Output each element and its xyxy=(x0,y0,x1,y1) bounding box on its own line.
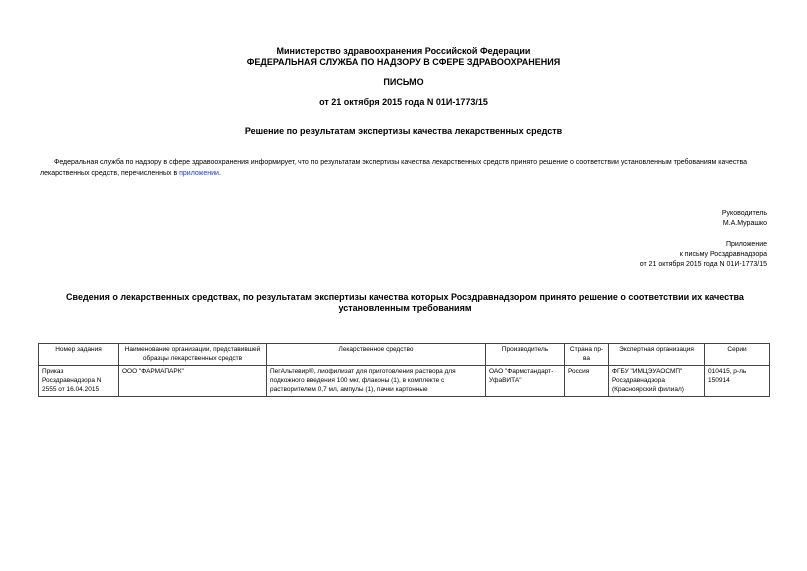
table-header-row xyxy=(39,344,770,366)
cell-series: 010415, р-ль 150914 xyxy=(705,366,770,397)
cell-country: Россия xyxy=(565,366,609,397)
ministry-name: Министерство здравоохранения Российской Федерации xyxy=(276,46,531,56)
header-manufacturer: Производитель xyxy=(486,344,565,366)
document-type: ПИСЬМО xyxy=(383,77,424,87)
medicines-table xyxy=(38,343,770,397)
body-paragraph-text: Федеральная служба по надзору в сфере здравоохранения информирует, что по результатам экспертизы качества лекарственных средств принято решение о соответствии установленным требованиям качества лекарственных средств, перечисленных в xyxy=(40,159,748,177)
header-organization: Наименование организации, представившей образцы лекарственных средств xyxy=(119,344,267,366)
signature-position: Руководитель xyxy=(721,210,767,217)
table-row xyxy=(39,366,770,397)
document-subject: Решение по результатам экспертизы качества лекарственных средств xyxy=(244,126,563,136)
header-medicine: Лекарственное средство xyxy=(267,344,486,366)
header-series: Серии xyxy=(705,344,770,366)
cell-manufacturer: ОАО "Фармстандарт-УфаВИТА" xyxy=(486,366,565,397)
header-expert-organization: Экспертная организация xyxy=(609,344,705,366)
header-task-number: Номер задания xyxy=(39,344,119,366)
appendix-ref-line1: Приложение xyxy=(725,241,767,248)
cell-expert-organization: ФГБУ "ИМЦЭУАОСМП" Росздравнадзора (Красноярский филиал) xyxy=(609,366,705,397)
signature-name: М.А.Мурашко xyxy=(722,220,767,227)
appendix-ref-line3: от 21 октября 2015 года N 01И-1773/15 xyxy=(639,261,767,268)
service-name: ФЕДЕРАЛЬНАЯ СЛУЖБА ПО НАДЗОРУ В СФЕРЕ ЗДРАВООХРАНЕНИЯ xyxy=(246,57,561,67)
appendix-title: Сведения о лекарственных средствах, по результатам экспертизы качества которых Росздравнадзором принято решение о соответствии их качества установленным требованиям xyxy=(66,292,744,313)
body-paragraph-end: . xyxy=(218,170,221,177)
cell-medicine: ПегАльтевир®, лиофилизат для приготовления раствора для подкожного введения 100 мкг, флаконы (1), в комплекте с растворителем 0,7 мл, ампулы (1), пачки картонные xyxy=(267,366,486,397)
cell-task-number: Приказ Росздравнадзора N 2555 от 16.04.2015 xyxy=(39,366,119,397)
cell-organization: ООО "ФАРМАПАРК" xyxy=(119,366,267,397)
body-paragraph xyxy=(40,157,770,179)
header-country: Страна пр-ва xyxy=(565,344,609,366)
appendix-ref-line2: к письму Росздравнадзора xyxy=(679,251,767,258)
document-date-number: от 21 октября 2015 года N 01И-1773/15 xyxy=(319,97,488,107)
appendix-link[interactable]: приложении xyxy=(179,170,219,177)
